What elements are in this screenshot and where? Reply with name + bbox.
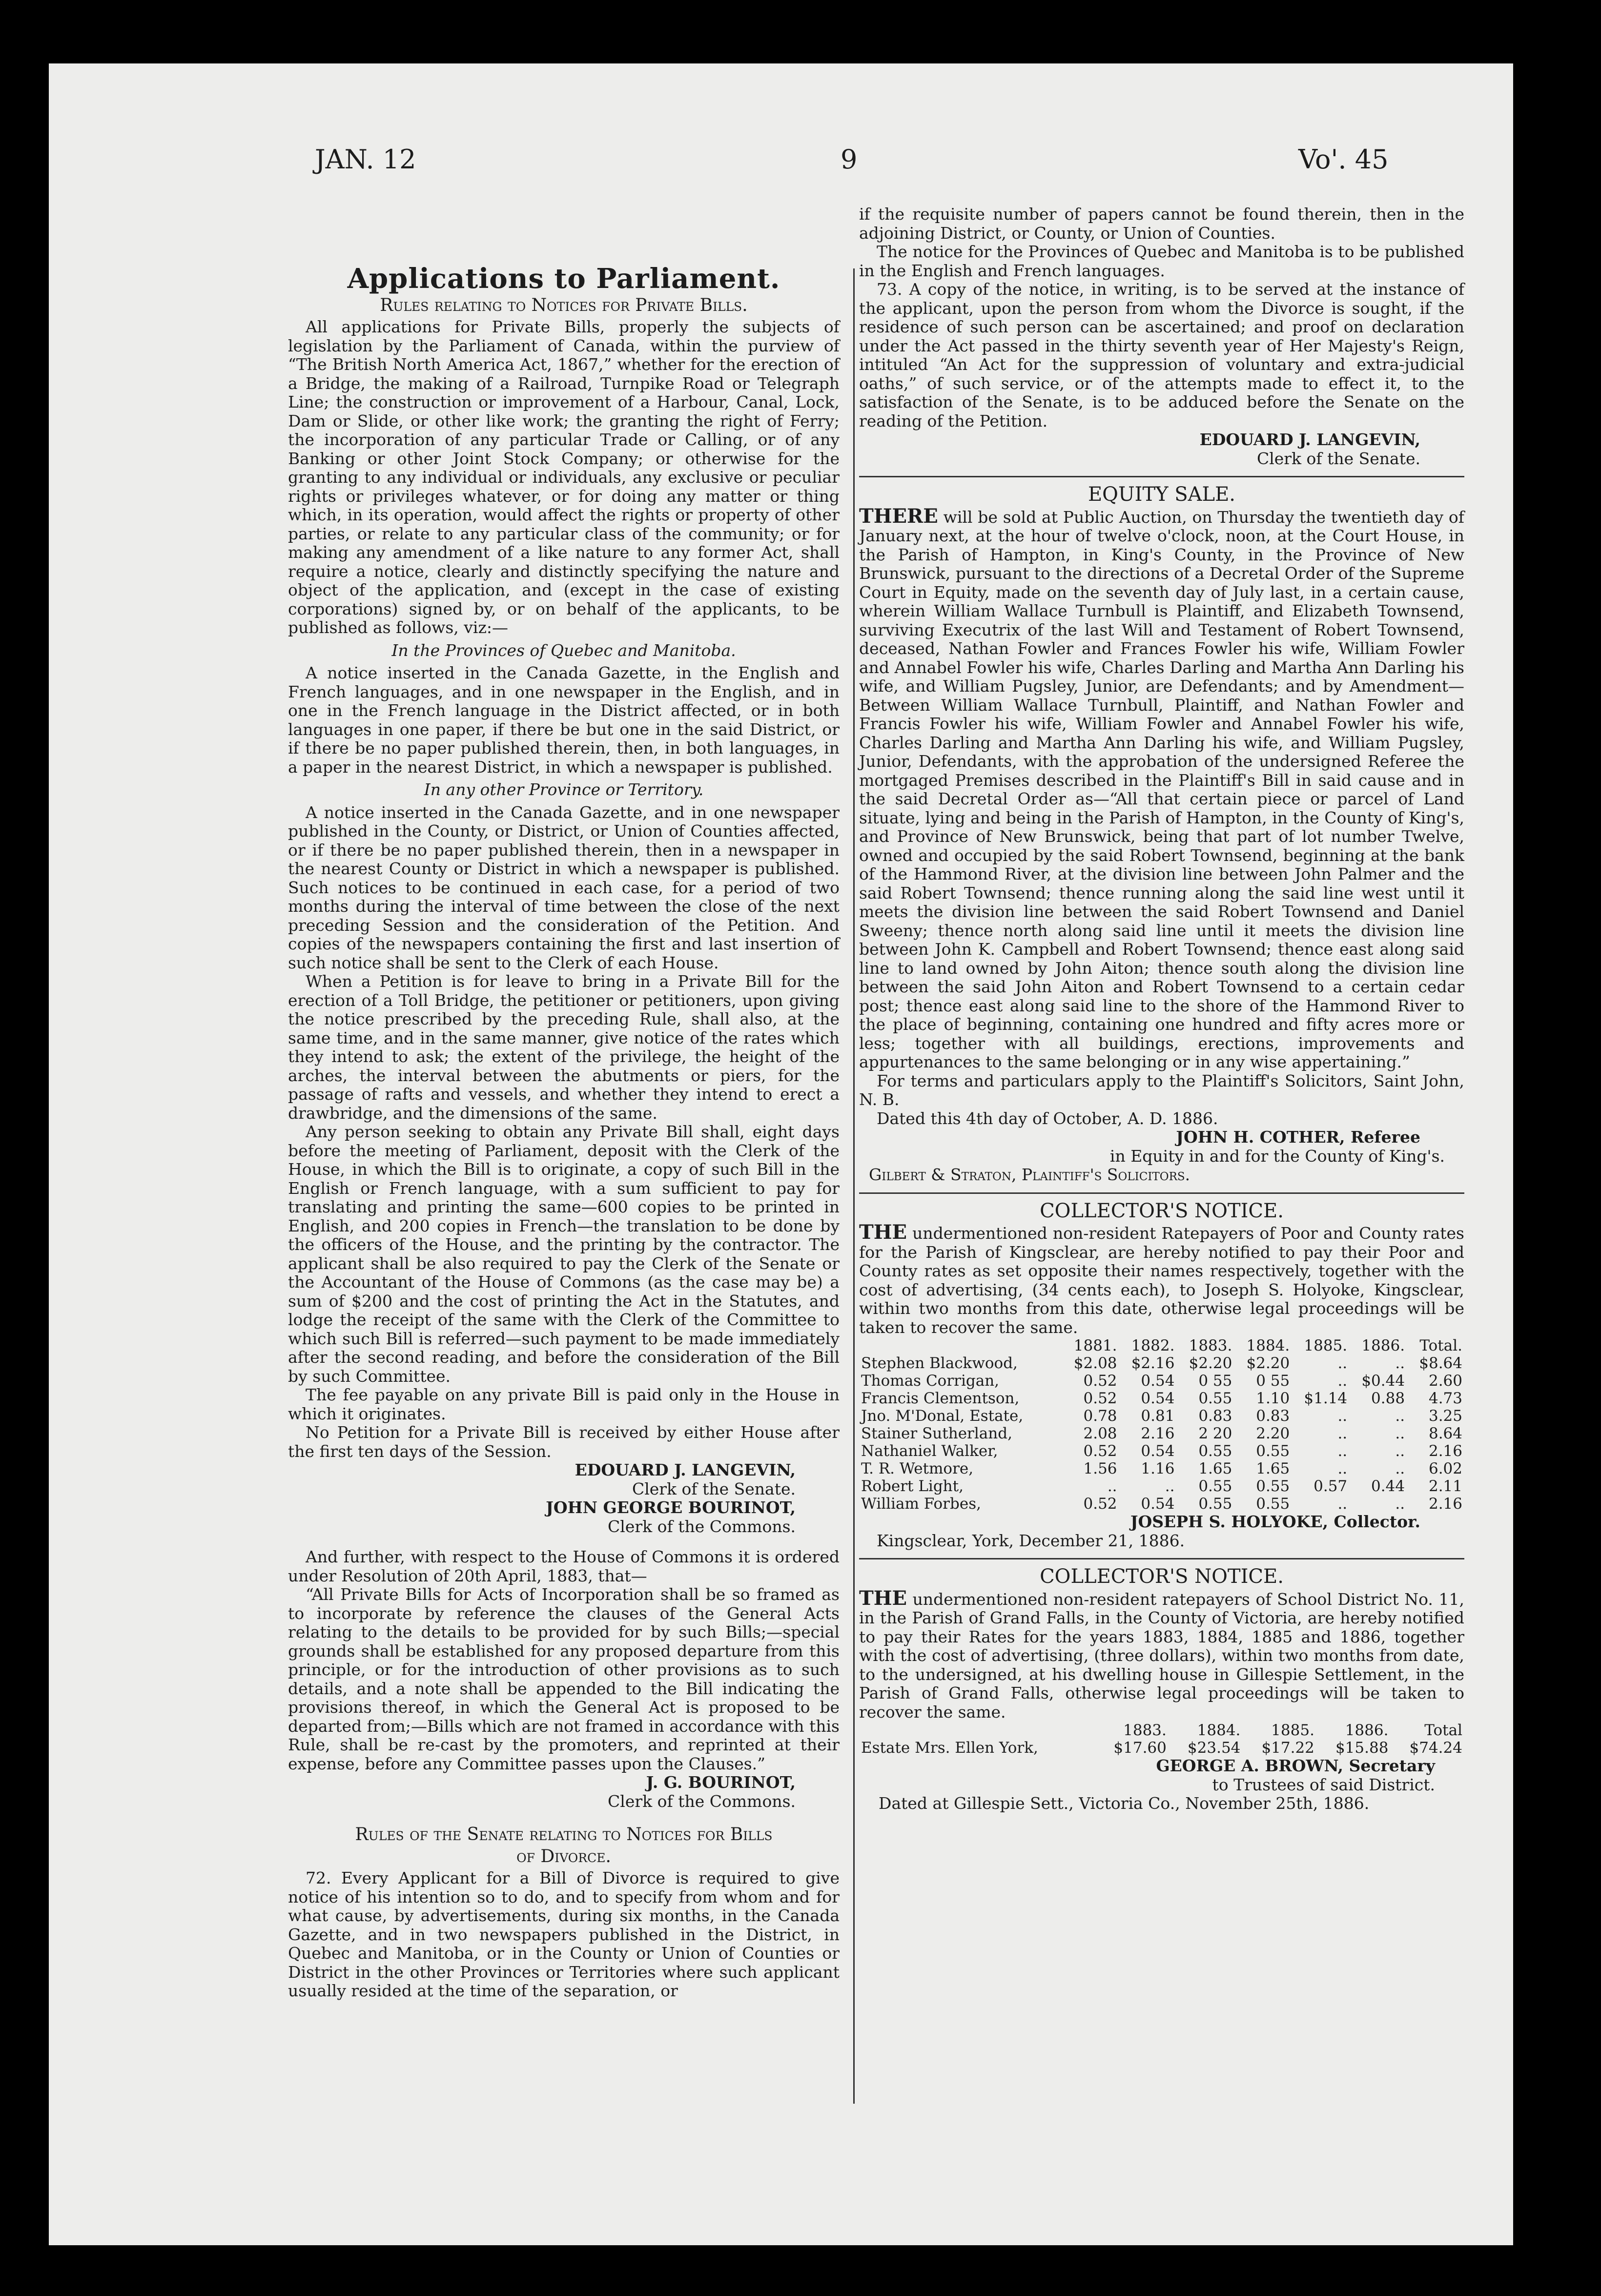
rate-cell: .. — [1337, 1495, 1348, 1513]
equity-sale-heading: EQUITY SALE. — [1088, 483, 1236, 506]
paragraph: Any person seeking to obtain any Private Bill shall, eight days before the meeting of Parliament, deposit with the Clerk of the House, in which the Bill is to originate, a copy of such Bill in the English or French language, with a sum sufficient to pay for translating and printing the same—600 copies to be printed in English, and 200 copies in French—the translation to be done by the officers of the House, and the printing by the contractor. The applicant shall be also required to pay the Clerk of the Senate or the Accountant of the House of Commons (as the case may be) a sum of $200 and the cost of printing the Act in the Statutes, and lodge the receipt of the same with the Clerk of the Committee to which such Bill is referred—such payment to be made immediately after the second reading, and before the consideration of the Bill by such Committee. — [288, 1122, 840, 1386]
collectors-notice-body — [859, 1586, 1464, 1722]
rate-cell: .. — [1395, 1495, 1405, 1513]
section-rule — [859, 1558, 1464, 1559]
column-header: Total — [1424, 1722, 1462, 1739]
ratepayer-name: Stainer Sutherland, — [861, 1425, 1012, 1442]
rate-cell: $74.24 — [1409, 1739, 1462, 1757]
secretary-title: to Trustees of said District. — [1212, 1775, 1435, 1794]
collector-signature: JOSEPH S. HOLYOKE, Collector. — [1130, 1512, 1420, 1531]
rate-cell: 0.55 — [1198, 1390, 1232, 1407]
column-header: 1882. — [1131, 1337, 1175, 1354]
rate-cell: 0.81 — [1141, 1407, 1175, 1425]
rate-cell: 0.52 — [1083, 1390, 1117, 1407]
rate-cell: 2.08 — [1083, 1425, 1117, 1442]
rate-cell: 2.16 — [1428, 1442, 1462, 1460]
rate-cell: 0.44 — [1371, 1477, 1405, 1495]
ratepayer-name: Jno. M'Donal, Estate, — [861, 1407, 1024, 1425]
ratepayer-name: Stephen Blackwood, — [861, 1354, 1018, 1372]
body-text: undermentioned non-resident ratepayers of School District No. 11, in the Parish of Grand Falls, in the County of Victoria, are hereby notified to pay their Rates for the years 1883, 1884, 1885 and 1886, together with the cost of advertising, (three dollars), within two months from date, to the undersigned, at his dwelling house in Gillespie Settlement, in the Parish of Grand Falls, otherwise legal proceedings will be taken to recover the same. — [859, 1589, 1464, 1722]
paragraph: All applications for Private Bills, properly the subjects of legislation by the Parliament of Canada, within the purview of “The British North America Act, 1867,” whether for the erection of a Bridge, the making of a Railroad, Turnpike Road or Telegraph Line; the construction or improvement of a Harbour, Canal, Lock, Dam or Slide, or other like work; the granting the right of Ferry; the incorporation of any particular Trade or Calling, or of any Banking or other Joint Stock Company; or otherwise for the granting to any individual or individuals, any exclusive or peculiar rights or privileges whatever, or for doing any matter or thing which, in its operation, would affect the rights or property of other parties, or relate to any particular class of the community; or for making any amendment of a like nature to any former Act, shall require a notice, clearly and distinctly specifying the nature and object of the application, and (except in the case of existing corporations) signed by, or on behalf of the applicants, to be published as follows, viz:— — [288, 317, 840, 637]
rate-cell: 8.64 — [1428, 1425, 1462, 1442]
column-header: 1884. — [1197, 1722, 1241, 1739]
rate-cell: 0.55 — [1198, 1477, 1232, 1495]
signature-title: Clerk of the Senate. — [632, 1479, 796, 1498]
signature-name: JOHN GEORGE BOURINOT, — [546, 1498, 796, 1517]
rate-cell: $2.20 — [1246, 1354, 1290, 1372]
column-divider — [853, 268, 855, 2104]
rate-cell: .. — [1337, 1425, 1348, 1442]
right-column — [859, 205, 1464, 1813]
rate-cell: .. — [1395, 1407, 1405, 1425]
referee-title: in Equity in and for the County of King's. — [1109, 1146, 1445, 1166]
column-header: Total. — [1419, 1337, 1462, 1354]
collectors-notice-heading: COLLECTOR'S NOTICE. — [1040, 1565, 1284, 1588]
rate-cell: $15.88 — [1335, 1739, 1389, 1757]
rate-cell: 1.56 — [1083, 1460, 1117, 1477]
column-header: 1884. — [1246, 1337, 1290, 1354]
rate-cell: 0.52 — [1083, 1442, 1117, 1460]
column-header: 1885. — [1271, 1722, 1314, 1739]
rate-cell: 0.52 — [1083, 1495, 1117, 1513]
rate-cell: .. — [1395, 1354, 1405, 1372]
rate-cell: 1.16 — [1141, 1460, 1175, 1477]
rate-cell: 0.83 — [1198, 1407, 1232, 1425]
column-header: 1886. — [1361, 1337, 1405, 1354]
rate-cell: 0.55 — [1256, 1477, 1290, 1495]
rate-cell: 0.52 — [1083, 1372, 1117, 1390]
table-row — [859, 1354, 1464, 1372]
rate-cell: $2.08 — [1073, 1354, 1117, 1372]
rate-cell: 0.83 — [1256, 1407, 1290, 1425]
rate-cell: 2.20 — [1256, 1425, 1290, 1442]
paragraph: When a Petition is for leave to bring in a Private Bill for the erection of a Toll Bridge, the petitioner or petitioners, upon giving the notice prescribed by the preceding Rule, shall also, at the same time, and in the same manner, give notice of the rates which they intend to ask; the extent of the privilege, the height of the arches, the interval between the abutments or piers, for the passage of rafts and vessels, and whether they intend to erect a drawbridge, and the dimensions of the same. — [288, 972, 840, 1123]
paragraph: 72. Every Applicant for a Bill of Divorce is required to give notice of his intention so to do, and to specify from whom and for what cause, by advertisements, during six months, in the Canada Gazette, and in two newspapers published in the District, in Quebec and Manitoba, or in the County or Union of Counties or District in the other Provinces or Territories where such applicant usually resided at the time of the separation, or — [288, 1868, 840, 2000]
ratepayer-name: Thomas Corrigan, — [861, 1372, 1000, 1390]
ratepayer-name: Estate Mrs. Ellen York, — [861, 1739, 1038, 1757]
rate-cell: $0.44 — [1361, 1372, 1405, 1390]
column-header — [859, 1722, 1094, 1739]
ratepayer-name: Francis Clementson, — [861, 1390, 1020, 1407]
secretary-signature: GEORGE A. BROWN, Secretary — [1156, 1756, 1435, 1775]
rate-cell: 2.16 — [1428, 1495, 1462, 1513]
dateline: Dated this 4th day of October, A. D. 1886. — [877, 1108, 1218, 1128]
page-number: 9 — [841, 144, 858, 175]
rate-cell: 0.55 — [1256, 1495, 1290, 1513]
rate-cell: .. — [1337, 1460, 1348, 1477]
rate-cell: .. — [1107, 1477, 1117, 1495]
rate-cell: 0.54 — [1141, 1442, 1175, 1460]
running-date: JAN. 12 — [315, 144, 416, 175]
table-row — [859, 1407, 1464, 1425]
senate-rules-heading: Rules of the Senate relating to Notices for Bills — [355, 1824, 773, 1845]
paragraph: No Petition for a Private Bill is received by either House after the first ten days of the Session. — [288, 1423, 840, 1461]
table-row — [859, 1477, 1464, 1495]
ratepayer-name: Nathaniel Walker, — [861, 1442, 998, 1460]
rate-cell: $17.60 — [1113, 1739, 1167, 1757]
rate-cell: 0.57 — [1314, 1477, 1348, 1495]
signature-name: EDOUARD J. LANGEVIN, — [575, 1460, 796, 1479]
rate-cell: 1.65 — [1198, 1460, 1232, 1477]
referee-signature: JOHN H. COTHER, Referee — [1176, 1128, 1420, 1147]
paragraph: 73. A copy of the notice, in writing, is to be served at the instance of the applicant, upon the person from whom the Divorce is sought, if the residence of such person can be ascertained; and proof on declaration under the Act passed in the thirty seventh year of Her Majesty's Reign, intituled “An Act for the suppression of voluntary and extra-judicial oaths,” of such service, or of the attempts made to effect it, to the satisfaction of the Senate, is to be adduced before the Senate on the reading of the Petition. — [859, 280, 1464, 430]
rate-cell: $8.64 — [1419, 1354, 1462, 1372]
quoted-resolution: “All Private Bills for Acts of Incorporation shall be so framed as to incorporate by reference the clauses of the General Acts relating to the details to be provided for by such Bills;—special grounds shall be established for any proposed departure from this principle, or for the introduction of other provisions as to such details, and a note shall be appended to the Bill indicating the provisions thereof, in which the General Act is proposed to be departed from;—Bills which are not framed in accordance with this Rule, shall be re-cast by the promoters, and reprinted at their expense, before any Committee passes upon the Clauses.” — [288, 1585, 840, 1773]
volume-number: Vo'. 45 — [1298, 144, 1389, 175]
table-row — [859, 1372, 1464, 1390]
ratepayer-name: T. R. Wetmore, — [861, 1460, 974, 1477]
rate-cell: 1.65 — [1256, 1460, 1290, 1477]
subheading-other-province: In any other Province or Territory. — [424, 780, 704, 799]
solicitors-line: Gilbert & Straton, Plaintiff's Solicitors. — [869, 1165, 1190, 1184]
paragraph: if the requisite number of papers cannot be found therein, then in the adjoining District, or County, or Union of Counties. — [859, 205, 1464, 243]
rate-cell: 0 55 — [1256, 1372, 1290, 1390]
column-header: 1886. — [1345, 1722, 1389, 1739]
body-text: will be sold at Public Auction, on Thursday the twentieth day of January next, at the hour of twelve o'clock, noon, at the Court House, in the Parish of Hampton, in King's County, in the Province of New Brunswick, pursuant to the directions of a Decretal Order of the Supreme Court in Equity, made on the seventh day of July last, in a certain cause, wherein William Wallace Turnbull is Plaintiff, and Elizabeth Townsend, surviving Executrix of the last Will and Testament of Robert Townsend, deceased, Nathan Fowler and Frances Fowler his wife, William Fowler and Annabel Fowler his wife, Charles Darling and Martha Ann Darling his wife, and William Pugsley, Junior, are Defendants; and by Amendment—Between William Wallace Turnbull, Plaintiff, and Nathan Fowler and Francis Fowler his wife, William Fowler and Annabel Fowler his wife, Charles Darling and Martha Ann Darling his wife, and William Pugsley, Junior, Defendants, with the approbation of the undersigned Referee the mortgaged Premises described in the Plaintiff's Bill in said cause and in the said Decretal Order as—“All that certain piece or parcel of Land situate, lying and being in the Parish of Hampton, in the County of King's, and Province of New Brunswick, being that part of lot number Twelve, owned and occupied by the said Robert Townsend, beginning at the bank of the Hammond River, at the division line between John Palmer and the said Robert Townsend; thence running along the said line west until it meets the division line between the said Robert Townsend and Daniel Sweeny; thence north along said line until it meets the division line between John K. Campbell and Robert Townsend; thence east along said line to land owned by John Aiton; thence south along the division line between the said John Aiton and Robert Townsend to a certain cedar post; thence east along said line to the shore of the Hammond River to the place of beginning, containing one hundred and fifty acres more or less; together with all buildings, erections, improvements and appurtenances to the same belonging or in any wise appertaining.” — [859, 507, 1464, 1071]
signature-title: Clerk of the Senate. — [1256, 449, 1420, 468]
rate-cell: $1.14 — [1304, 1390, 1348, 1407]
column-header — [859, 1337, 1062, 1354]
rates-table — [859, 1337, 1464, 1513]
rate-cell: $2.20 — [1189, 1354, 1232, 1372]
signature-title: Clerk of the Commons. — [608, 1517, 796, 1536]
rate-cell: 0.54 — [1141, 1372, 1175, 1390]
rate-cell: 2 20 — [1198, 1425, 1232, 1442]
rate-cell: 2.60 — [1428, 1372, 1462, 1390]
rate-cell: 0 55 — [1198, 1372, 1232, 1390]
rate-cell: .. — [1337, 1407, 1348, 1425]
paragraph: The fee payable on any private Bill is paid only in the House in which it originates. — [288, 1385, 840, 1423]
rate-cell: $23.54 — [1187, 1739, 1241, 1757]
subheading-quebec: In the Provinces of Quebec and Manitoba. — [391, 640, 736, 660]
rate-cell: 3.25 — [1428, 1407, 1462, 1425]
rate-cell: .. — [1337, 1372, 1348, 1390]
table-header-row — [859, 1722, 1464, 1739]
newspaper-page — [49, 63, 1513, 2245]
table-row — [859, 1390, 1464, 1407]
senate-rules-heading-cont: of Divorce. — [516, 1846, 611, 1866]
dateline: Dated at Gillespie Sett., Victoria Co., November 25th, 1886. — [879, 1794, 1370, 1813]
left-column — [288, 205, 840, 2001]
rate-cell: 0.55 — [1256, 1442, 1290, 1460]
lead-word: THE — [859, 1586, 907, 1610]
lead-word: THE — [859, 1221, 907, 1244]
signature-name: J. G. BOURINOT, — [646, 1773, 796, 1792]
paragraph: A notice inserted in the Canada Gazette, in the English and French languages, and in one newspaper in the English, and in one in the French language in the District affected, or in both languages in one paper, if there be but one in the said District, or if there be no paper published therein, then, in both languages, in a paper in the nearest District, in which a newspaper is published. — [288, 663, 840, 777]
rate-cell: .. — [1337, 1354, 1348, 1372]
collectors-notice-body — [859, 1223, 1464, 1337]
ratepayer-name: Robert Light, — [861, 1477, 964, 1495]
paragraph: The notice for the Provinces of Quebec and Manitoba is to be published in the English and French languages. — [859, 242, 1464, 280]
rate-cell: 2.16 — [1141, 1425, 1175, 1442]
table-row — [859, 1425, 1464, 1442]
section-rule — [859, 1192, 1464, 1194]
paragraph: And further, with respect to the House of Commons it is ordered under Resolution of 20th April, 1883, that— — [288, 1547, 840, 1585]
paragraph: A notice inserted in the Canada Gazette, and in one newspaper published in the County, or District, or Union of Counties affected, or if there be no paper published therein, then in a newspaper in the nearest County or District in which a newspaper is published. Such notices to be continued in each case, for a period of two months during the interval of time between the close of the next preceding Session and the consideration of the Petition. And copies of the newspapers containing the first and last insertion of such notice shall be sent to the Clerk of each House. — [288, 802, 840, 972]
rate-cell: 4.73 — [1428, 1390, 1462, 1407]
column-header: 1883. — [1189, 1337, 1232, 1354]
ratepayer-name: William Forbes, — [861, 1495, 981, 1513]
signature-title: Clerk of the Commons. — [608, 1791, 796, 1811]
rate-cell: .. — [1165, 1477, 1175, 1495]
rate-cell: 1.10 — [1256, 1390, 1290, 1407]
column-header: 1883. — [1123, 1722, 1167, 1739]
paragraph: For terms and particulars apply to the Plaintiff's Solicitors, Saint John, N. B. — [859, 1071, 1464, 1109]
table-header-row — [859, 1337, 1464, 1354]
body-text: undermentioned non-resident Ratepayers of Poor and County rates for the Parish of Kingsclear, are hereby notified to pay their Poor and County rates as set opposite their names respectively, together with the cost of advertising, (34 cents each), to Joseph S. Holyoke, Kingsclear, within two months from this date, otherwise legal proceedings will be taken to recover the same. — [859, 1224, 1464, 1337]
table-row — [859, 1495, 1464, 1513]
rate-cell: 0.54 — [1141, 1495, 1175, 1513]
signature-name: EDOUARD J. LANGEVIN, — [1199, 430, 1420, 449]
table-row — [859, 1460, 1464, 1477]
table-row — [859, 1442, 1464, 1460]
school-rates-table — [859, 1722, 1464, 1757]
rate-cell: 0.54 — [1141, 1390, 1175, 1407]
rate-cell: 0.55 — [1198, 1442, 1232, 1460]
rate-cell: $17.22 — [1261, 1739, 1314, 1757]
column-header: 1881. — [1073, 1337, 1117, 1354]
section-title: Applications to Parliament. — [347, 263, 780, 295]
rate-cell: 2.11 — [1428, 1477, 1462, 1495]
rate-cell: .. — [1337, 1442, 1348, 1460]
rate-cell: 0.88 — [1371, 1390, 1405, 1407]
rate-cell: .. — [1395, 1460, 1405, 1477]
rate-cell: 0.78 — [1083, 1407, 1117, 1425]
table-row — [859, 1739, 1464, 1757]
rate-cell: .. — [1395, 1442, 1405, 1460]
rate-cell: .. — [1395, 1425, 1405, 1442]
rules-heading: Rules relating to Notices for Private Bills. — [380, 295, 748, 315]
dateline: Kingsclear, York, December 21, 1886. — [877, 1531, 1185, 1550]
column-header: 1885. — [1304, 1337, 1348, 1354]
rate-cell: 0.55 — [1198, 1495, 1232, 1513]
lead-word: THERE — [859, 504, 938, 528]
rate-cell: $2.16 — [1131, 1354, 1175, 1372]
equity-sale-body — [859, 504, 1464, 1072]
collectors-notice-heading: COLLECTOR'S NOTICE. — [1040, 1199, 1284, 1222]
rate-cell: 6.02 — [1428, 1460, 1462, 1477]
section-rule — [859, 476, 1464, 477]
